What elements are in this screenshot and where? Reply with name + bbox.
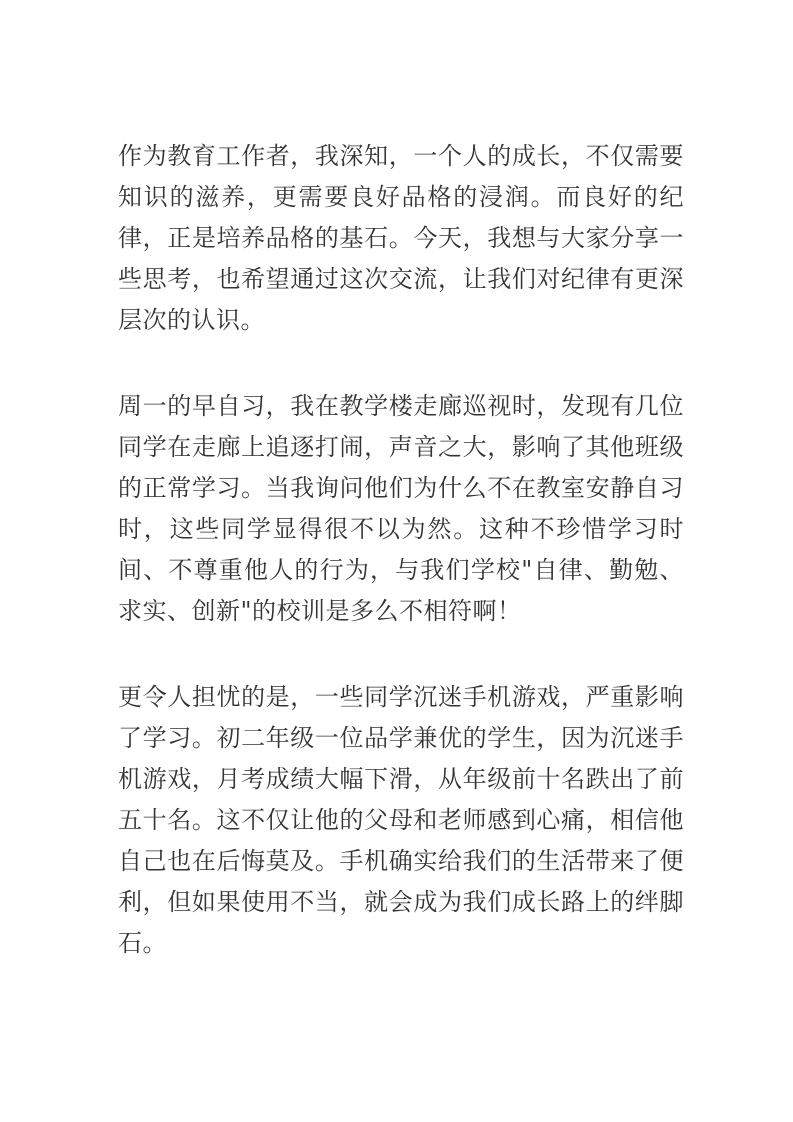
document-body (118, 136, 684, 1009)
paragraph-corridor-incident: 周一的早自习，我在教学楼走廊巡视时，发现有几位同学在走廊上追逐打闹，声音之大，影响了其他班级的正常学习。当我询问他们为什么不在教室安静自习时，这些同学显得很不以为然。这种不珍惜学习时间、不尊重他人的行为，与我们学校"自律、勤勉、求实、创新"的校训是多么不相符啊！ (118, 392, 684, 625)
paragraph-intro: 作为教育工作者，我深知，一个人的成长，不仅需要知识的滋养，更需要良好品格的浸润。而良好的纪律，正是培养品格的基石。今天，我想与大家分享一些思考，也希望通过这次交流，让我们对纪律有更深层次的认识。 (118, 142, 684, 334)
paragraph-phone-games: 更令人担忧的是，一些同学沉迷手机游戏，严重影响了学习。初二年级一位品学兼优的学生，因为沉迷手机游戏，月考成绩大幅下滑，从年级前十名跌出了前五十名。这不仅让他的父母和老师感到心痛，相信他自己也在后悔莫及。手机确实给我们的生活带来了便利，但如果使用不当，就会成为我们成长路上的绊脚石。 (118, 683, 684, 957)
